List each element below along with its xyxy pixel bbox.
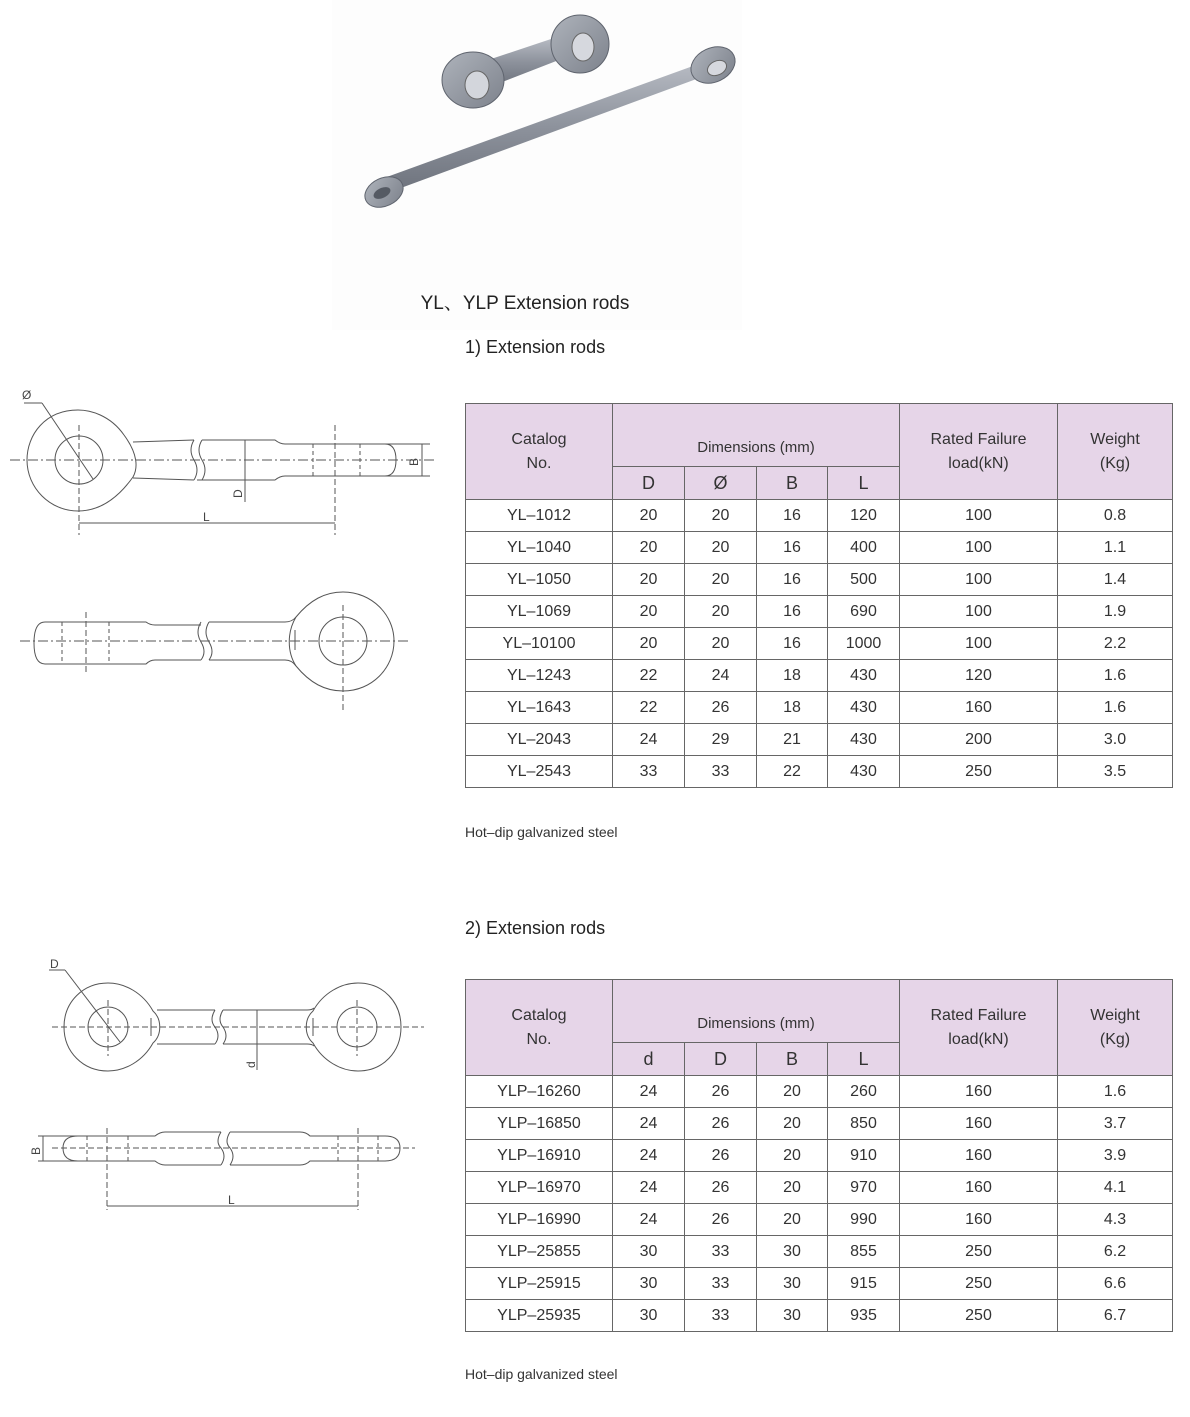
- cell-catalog-no: YL–1069: [466, 596, 613, 628]
- cell-dim-3: 30: [757, 1300, 828, 1332]
- cell-dim-1: 30: [613, 1300, 685, 1332]
- cell-weight: 6.2: [1058, 1236, 1173, 1268]
- drawing-2-side-view: [0, 1110, 440, 1220]
- cell-weight: 2.2: [1058, 628, 1173, 660]
- cell-weight: 6.7: [1058, 1300, 1173, 1332]
- header-sub-B: B: [757, 1043, 828, 1076]
- section-1-note: Hot–dip galvanized steel: [465, 824, 618, 840]
- cell-dim-4: 400: [828, 532, 900, 564]
- cell-dim-1: 30: [613, 1236, 685, 1268]
- header-load-line1: Rated Failure: [930, 1006, 1027, 1024]
- cell-dim-1: 20: [613, 596, 685, 628]
- header-catalog-line2: No.: [526, 454, 552, 472]
- cell-dim-2: 26: [685, 1172, 757, 1204]
- cell-rated-load: 200: [900, 724, 1058, 756]
- cell-weight: 1.6: [1058, 692, 1173, 724]
- cell-weight: 4.1: [1058, 1172, 1173, 1204]
- cell-dim-1: 24: [613, 1204, 685, 1236]
- extension-rods-photo: [332, 0, 742, 280]
- header-catalog-no: [466, 404, 613, 500]
- cell-dim-2: 33: [685, 1300, 757, 1332]
- cell-dim-2: 26: [685, 1108, 757, 1140]
- product-photo-area: [332, 0, 742, 330]
- cell-rated-load: 250: [900, 1300, 1058, 1332]
- cell-weight: 3.9: [1058, 1140, 1173, 1172]
- cell-catalog-no: YL–1012: [466, 500, 613, 532]
- cell-dim-2: 33: [685, 756, 757, 788]
- cell-dim-3: 16: [757, 564, 828, 596]
- cell-rated-load: 250: [900, 1236, 1058, 1268]
- table-row: [466, 692, 1173, 724]
- cell-catalog-no: YL–2543: [466, 756, 613, 788]
- cell-rated-load: 160: [900, 1108, 1058, 1140]
- cell-catalog-no: YLP–16910: [466, 1140, 613, 1172]
- rod-diameter-label: d: [244, 1061, 258, 1068]
- short-rod-shape: [442, 15, 609, 108]
- cell-dim-2: 20: [685, 596, 757, 628]
- cell-rated-load: 250: [900, 756, 1058, 788]
- cell-dim-2: 33: [685, 1236, 757, 1268]
- cell-dim-3: 16: [757, 628, 828, 660]
- cell-dim-3: 21: [757, 724, 828, 756]
- cell-dim-1: 24: [613, 1172, 685, 1204]
- cell-dim-1: 30: [613, 1268, 685, 1300]
- table-1-body: [466, 500, 1173, 788]
- header-load-line2: load(kN): [948, 1030, 1009, 1048]
- section-2-number: 2): [465, 918, 482, 938]
- cell-rated-load: 100: [900, 532, 1058, 564]
- cell-dim-4: 430: [828, 724, 900, 756]
- cell-catalog-no: YLP–16260: [466, 1076, 613, 1108]
- cell-dim-2: 26: [685, 1204, 757, 1236]
- cell-dim-3: 20: [757, 1076, 828, 1108]
- drawing-1-side-view: [0, 580, 450, 720]
- cell-dim-2: 20: [685, 500, 757, 532]
- cell-weight: 1.6: [1058, 660, 1173, 692]
- header-load-line2: load(kN): [948, 454, 1009, 472]
- drawing-2-top-view: [0, 950, 440, 1080]
- table-row: [466, 564, 1173, 596]
- cell-rated-load: 160: [900, 1172, 1058, 1204]
- long-rod-shape: [360, 40, 741, 213]
- header-sub-B: B: [757, 467, 828, 500]
- cell-dim-3: 20: [757, 1172, 828, 1204]
- header-catalog-line2: No.: [526, 1030, 552, 1048]
- spec-table-1: [465, 403, 1173, 788]
- header-sub-bore: Ø: [685, 467, 757, 500]
- cell-dim-3: 30: [757, 1236, 828, 1268]
- section-2-title: [465, 918, 605, 939]
- cell-rated-load: 120: [900, 660, 1058, 692]
- header-weight-line1: Weight: [1090, 1006, 1140, 1024]
- cell-catalog-no: YL–2043: [466, 724, 613, 756]
- cell-rated-load: 160: [900, 692, 1058, 724]
- cell-dim-4: 970: [828, 1172, 900, 1204]
- cell-dim-1: 33: [613, 756, 685, 788]
- section-1-number: 1): [465, 337, 482, 357]
- length-label: L: [228, 1193, 235, 1207]
- diameter-label: D: [231, 489, 245, 498]
- cell-dim-1: 20: [613, 564, 685, 596]
- header-weight-line2: (Kg): [1099, 1030, 1131, 1048]
- cell-rated-load: 100: [900, 500, 1058, 532]
- cell-catalog-no: YLP–16990: [466, 1204, 613, 1236]
- cell-catalog-no: YL–10100: [466, 628, 613, 660]
- cell-dim-3: 18: [757, 692, 828, 724]
- width-label: B: [407, 457, 421, 466]
- cell-dim-4: 120: [828, 500, 900, 532]
- header-weight: [1058, 980, 1173, 1076]
- cell-dim-4: 855: [828, 1236, 900, 1268]
- header-rated-failure-load: [900, 980, 1058, 1076]
- cell-dim-4: 260: [828, 1076, 900, 1108]
- table-row: [466, 1140, 1173, 1172]
- cell-rated-load: 160: [900, 1076, 1058, 1108]
- cell-dim-1: 24: [613, 1076, 685, 1108]
- cell-dim-4: 935: [828, 1300, 900, 1332]
- cell-dim-4: 430: [828, 756, 900, 788]
- cell-dim-1: 24: [613, 724, 685, 756]
- table-row: [466, 1236, 1173, 1268]
- cell-dim-3: 20: [757, 1140, 828, 1172]
- header-catalog-line1: Catalog: [511, 430, 567, 448]
- cell-dim-2: 33: [685, 1268, 757, 1300]
- cell-dim-3: 30: [757, 1268, 828, 1300]
- cell-catalog-no: YL–1040: [466, 532, 613, 564]
- header-rated-failure-load: [900, 404, 1058, 500]
- cell-dim-4: 430: [828, 660, 900, 692]
- section-1-title-text: Extension rods: [486, 337, 606, 357]
- table-row: [466, 532, 1173, 564]
- table-2-body: [466, 1076, 1173, 1332]
- header-weight: [1058, 404, 1173, 500]
- header-sub-D: D: [685, 1043, 757, 1076]
- cell-weight: 3.5: [1058, 756, 1173, 788]
- bore-label: Ø: [22, 388, 32, 402]
- header-weight-line1: Weight: [1090, 430, 1140, 448]
- cell-dim-3: 20: [757, 1108, 828, 1140]
- table-row: [466, 756, 1173, 788]
- cell-dim-3: 16: [757, 596, 828, 628]
- header-sub-L: L: [828, 1043, 900, 1076]
- table-row: [466, 1300, 1173, 1332]
- cell-dim-1: 22: [613, 692, 685, 724]
- cell-weight: 3.7: [1058, 1108, 1173, 1140]
- table-row: [466, 724, 1173, 756]
- cell-dim-1: 20: [613, 500, 685, 532]
- cell-catalog-no: YL–1050: [466, 564, 613, 596]
- header-weight-line2: (Kg): [1099, 454, 1131, 472]
- cell-catalog-no: YLP–16970: [466, 1172, 613, 1204]
- cell-catalog-no: YLP–25935: [466, 1300, 613, 1332]
- cell-dim-2: 20: [685, 628, 757, 660]
- header-catalog-line1: Catalog: [511, 1006, 567, 1024]
- eye-diameter-label: D: [50, 957, 59, 971]
- cell-catalog-no: YL–1243: [466, 660, 613, 692]
- cell-rated-load: 100: [900, 596, 1058, 628]
- cell-dim-2: 26: [685, 692, 757, 724]
- cell-rated-load: 160: [900, 1204, 1058, 1236]
- table-row: [466, 660, 1173, 692]
- section-2-note: Hot–dip galvanized steel: [465, 1366, 618, 1382]
- header-sub-D: D: [613, 467, 685, 500]
- cell-dim-2: 26: [685, 1076, 757, 1108]
- cell-weight: 1.1: [1058, 532, 1173, 564]
- cell-rated-load: 250: [900, 1268, 1058, 1300]
- header-load-line1: Rated Failure: [930, 430, 1027, 448]
- cell-catalog-no: YL–1643: [466, 692, 613, 724]
- cell-dim-1: 20: [613, 532, 685, 564]
- cell-dim-4: 910: [828, 1140, 900, 1172]
- cell-dim-3: 22: [757, 756, 828, 788]
- spec-table-2: [465, 979, 1173, 1332]
- cell-dim-1: 24: [613, 1140, 685, 1172]
- cell-catalog-no: YLP–25915: [466, 1268, 613, 1300]
- cell-weight: 1.4: [1058, 564, 1173, 596]
- cell-dim-2: 26: [685, 1140, 757, 1172]
- cell-catalog-no: YLP–16850: [466, 1108, 613, 1140]
- cell-dim-3: 16: [757, 532, 828, 564]
- cell-dim-1: 20: [613, 628, 685, 660]
- header-sub-L: L: [828, 467, 900, 500]
- width-label: B: [29, 1146, 43, 1155]
- product-caption: YL、YLP Extension rods: [420, 293, 630, 314]
- cell-catalog-no: YLP–25855: [466, 1236, 613, 1268]
- header-dimensions: Dimensions (mm): [613, 980, 900, 1043]
- table-row: [466, 628, 1173, 660]
- cell-dim-1: 24: [613, 1108, 685, 1140]
- cell-dim-2: 24: [685, 660, 757, 692]
- cell-dim-2: 20: [685, 564, 757, 596]
- drawing-1-top-view: [0, 380, 450, 540]
- length-label: L: [203, 510, 210, 524]
- table-row: [466, 1204, 1173, 1236]
- cell-weight: 1.9: [1058, 596, 1173, 628]
- cell-dim-3: 16: [757, 500, 828, 532]
- cell-weight: 1.6: [1058, 1076, 1173, 1108]
- section-2-title-text: Extension rods: [486, 918, 606, 938]
- cell-weight: 3.0: [1058, 724, 1173, 756]
- cell-dim-4: 430: [828, 692, 900, 724]
- cell-weight: 0.8: [1058, 500, 1173, 532]
- cell-dim-4: 500: [828, 564, 900, 596]
- table-row: [466, 1268, 1173, 1300]
- cell-rated-load: 100: [900, 564, 1058, 596]
- table-row: [466, 596, 1173, 628]
- table-row: [466, 1172, 1173, 1204]
- header-dimensions: Dimensions (mm): [613, 404, 900, 467]
- cell-dim-4: 690: [828, 596, 900, 628]
- cell-dim-3: 18: [757, 660, 828, 692]
- cell-dim-4: 1000: [828, 628, 900, 660]
- table-row: [466, 1108, 1173, 1140]
- cell-dim-4: 990: [828, 1204, 900, 1236]
- cell-dim-4: 850: [828, 1108, 900, 1140]
- section-1-title: [465, 337, 605, 358]
- cell-rated-load: 160: [900, 1140, 1058, 1172]
- cell-dim-1: 22: [613, 660, 685, 692]
- cell-dim-4: 915: [828, 1268, 900, 1300]
- cell-rated-load: 100: [900, 628, 1058, 660]
- cell-weight: 4.3: [1058, 1204, 1173, 1236]
- table-row: [466, 1076, 1173, 1108]
- cell-weight: 6.6: [1058, 1268, 1173, 1300]
- cell-dim-2: 20: [685, 532, 757, 564]
- header-catalog-no: [466, 980, 613, 1076]
- header-sub-d: d: [613, 1043, 685, 1076]
- cell-dim-3: 20: [757, 1204, 828, 1236]
- table-row: [466, 500, 1173, 532]
- cell-dim-2: 29: [685, 724, 757, 756]
